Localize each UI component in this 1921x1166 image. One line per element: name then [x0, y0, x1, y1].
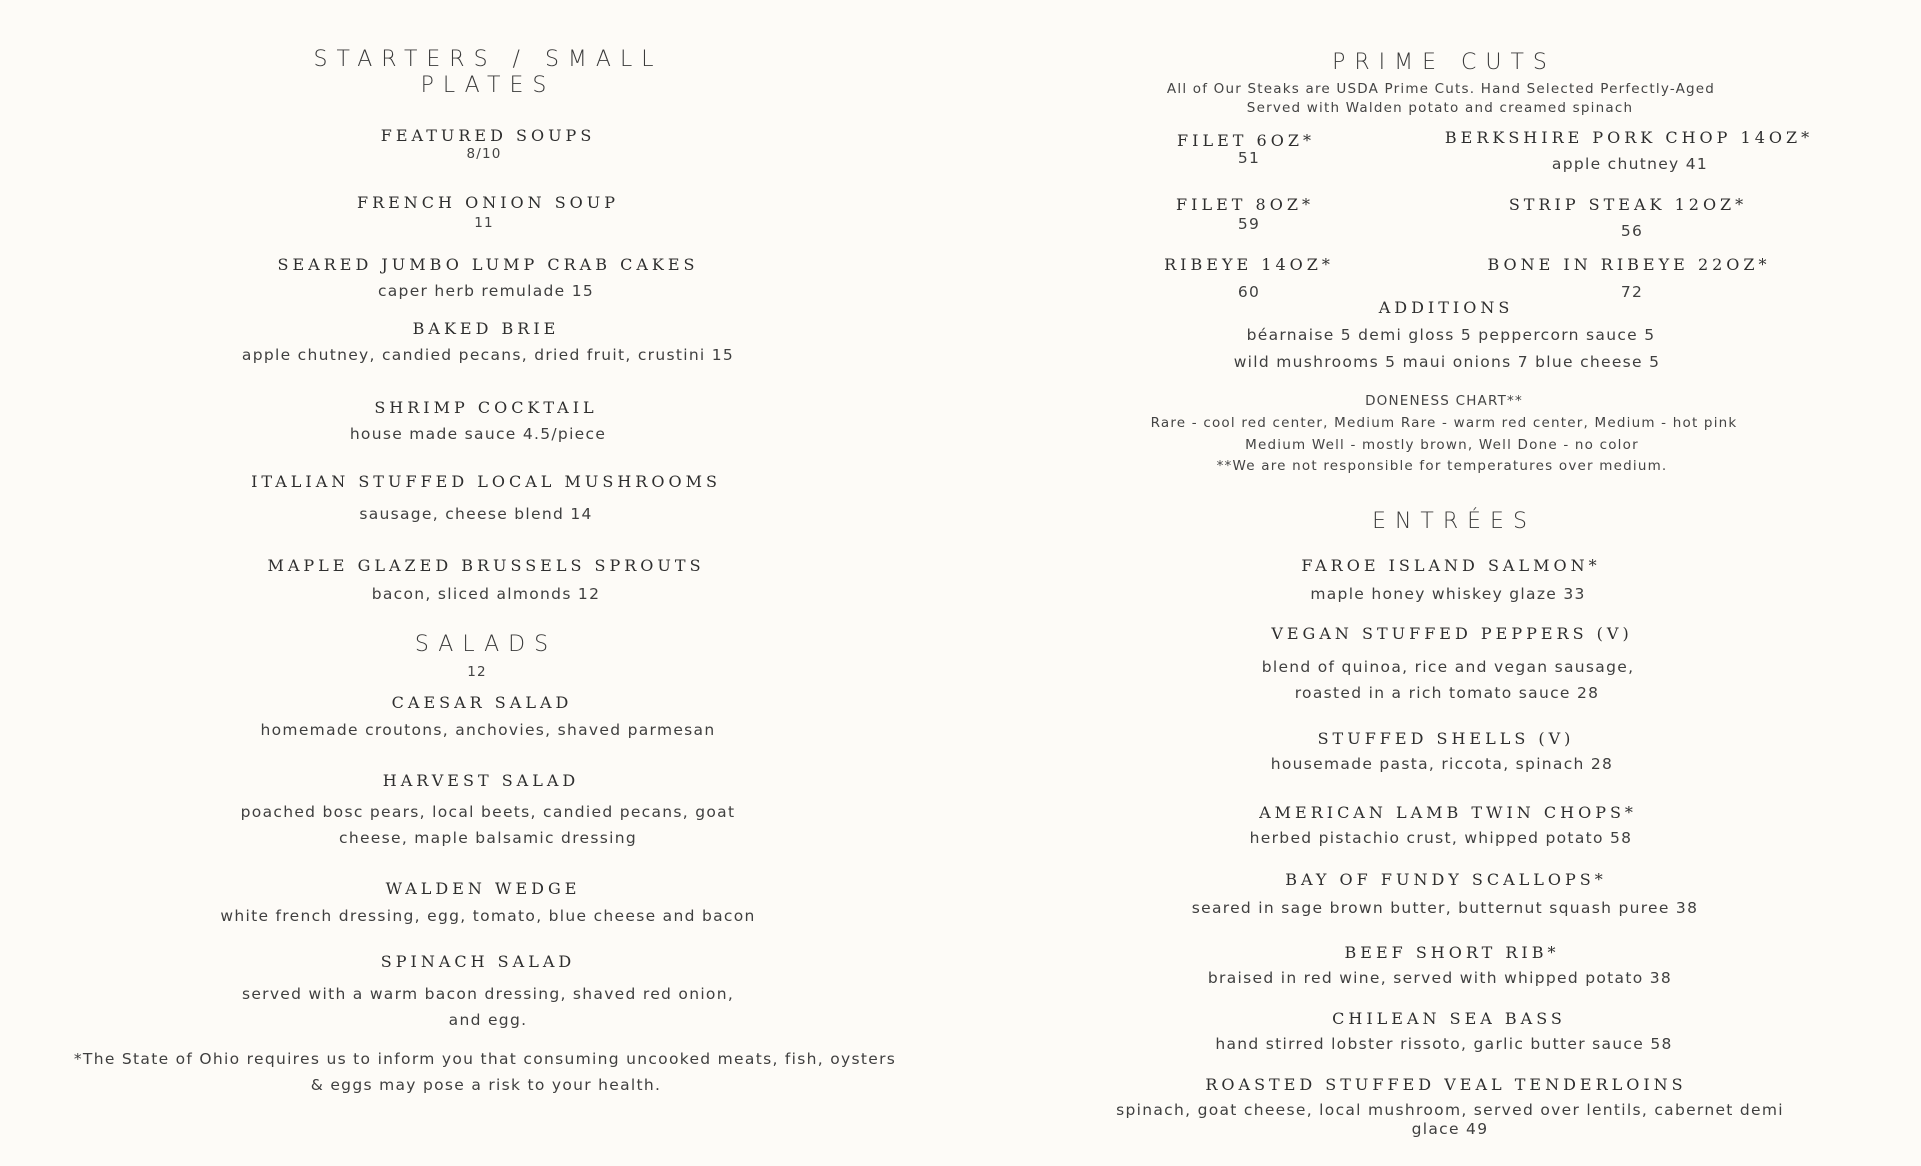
entree-salmon-desc: maple honey whiskey glaze 33	[1310, 585, 1586, 603]
prime-cuts-subtitle-2: Served with Walden potato and creamed spinach	[1246, 100, 1634, 116]
cut-pork-desc: apple chutney 41	[1551, 155, 1709, 173]
doneness-line3: **We are not responsible for temperatures over medium.	[1216, 458, 1668, 474]
doneness-line1: Rare - cool red center, Medium Rare - warm red center, Medium - hot pink	[1150, 415, 1738, 431]
cut-filet6-price: 51	[1237, 149, 1261, 167]
entree-scallops-desc: seared in sage brown butter, butternut squash puree 38	[1191, 899, 1699, 917]
cut-filet8-price: 59	[1237, 215, 1261, 233]
cut-filet8-name: FILET 8OZ*	[1176, 195, 1314, 214]
entree-sea-bass-name: CHILEAN SEA BASS	[1332, 1009, 1566, 1028]
disclaimer-line2: & eggs may pose a risk to your health.	[310, 1076, 662, 1094]
entrees-title: ENTRÉES	[1372, 509, 1536, 534]
cut-ribeye-price: 60	[1237, 283, 1261, 301]
item-crab-cakes-name: SEARED JUMBO LUMP CRAB CAKES	[277, 255, 699, 274]
cut-strip-price: 56	[1620, 222, 1644, 240]
entree-veal-desc-1: spinach, goat cheese, local mushroom, served over lentils, cabernet demi	[1116, 1101, 1784, 1119]
disclaimer-line1: *The State of Ohio requires us to inform you that consuming uncooked meats, fish, oysters	[73, 1050, 897, 1068]
entree-peppers-name: VEGAN STUFFED PEPPERS (V)	[1271, 624, 1633, 643]
entree-lamb-name: AMERICAN LAMB TWIN CHOPS*	[1259, 803, 1637, 822]
entree-lamb-desc: herbed pistachio crust, whipped potato 58	[1249, 829, 1633, 847]
item-crab-cakes-desc: caper herb remulade 15	[377, 282, 595, 300]
additions-title: ADDITIONS	[1378, 298, 1514, 317]
item-wedge-name: WALDEN WEDGE	[385, 879, 581, 898]
item-shrimp-name: SHRIMP COCKTAIL	[374, 398, 598, 417]
doneness-title: DONENESS CHART**	[1365, 393, 1523, 409]
item-french-onion-name: FRENCH ONION SOUP	[356, 193, 620, 212]
starters-title-line1: STARTERS / SMALL	[313, 47, 663, 72]
item-harvest-name: HARVEST SALAD	[382, 771, 580, 790]
item-sprouts-name: MAPLE GLAZED BRUSSELS SPROUTS	[267, 556, 705, 575]
item-spinach-name: SPINACH SALAD	[380, 952, 576, 971]
starters-title-line2: PLATES	[420, 73, 556, 98]
entree-sea-bass-desc: hand stirred lobster rissoto, garlic butter sauce 58	[1215, 1035, 1673, 1053]
item-harvest-desc-1: poached bosc pears, local beets, candied pecans, goat	[240, 803, 736, 821]
entree-veal-desc-2: glace 49	[1411, 1120, 1489, 1138]
item-mushrooms-desc: sausage, cheese blend 14	[359, 505, 593, 523]
additions-line2: wild mushrooms 5 maui onions 7 blue cheese 5	[1233, 353, 1661, 371]
cut-bone-ribeye-name: BONE IN RIBEYE 22OZ*	[1487, 255, 1771, 274]
entree-scallops-name: BAY OF FUNDY SCALLOPS*	[1285, 870, 1607, 889]
cut-ribeye-name: RIBEYE 14OZ*	[1164, 255, 1334, 274]
item-spinach-desc-1: served with a warm bacon dressing, shaved red onion,	[241, 985, 735, 1003]
entree-short-rib-desc: braised in red wine, served with whipped potato 38	[1207, 969, 1673, 987]
entree-peppers-desc-1: blend of quinoa, rice and vegan sausage,	[1261, 658, 1635, 676]
salads-title: SALADS	[414, 632, 558, 657]
salads-price: 12	[467, 664, 487, 680]
item-sprouts-desc: bacon, sliced almonds 12	[371, 585, 601, 603]
item-mushrooms-name: ITALIAN STUFFED LOCAL MUSHROOMS	[251, 472, 721, 491]
prime-cuts-subtitle-1: All of Our Steaks are USDA Prime Cuts. Hand Selected Perfectly-Aged	[1166, 81, 1716, 97]
cut-pork-name: BERKSHIRE PORK CHOP 14OZ*	[1444, 128, 1814, 147]
entree-shells-name: STUFFED SHELLS (V)	[1317, 729, 1575, 748]
entree-peppers-desc-2: roasted in a rich tomato sauce 28	[1294, 684, 1600, 702]
item-caesar-name: CAESAR SALAD	[391, 693, 573, 712]
entree-short-rib-name: BEEF SHORT RIB*	[1344, 943, 1560, 962]
item-featured-soups-price: 8/10	[466, 146, 502, 162]
entree-veal-name: ROASTED STUFFED VEAL TENDERLOINS	[1205, 1075, 1687, 1094]
item-featured-soups-name: FEATURED SOUPS	[380, 126, 596, 145]
item-baked-brie-desc: apple chutney, candied pecans, dried fruit, crustini 15	[241, 346, 735, 364]
item-shrimp-desc: house made sauce 4.5/piece	[349, 425, 607, 443]
additions-line1: béarnaise 5 demi gloss 5 peppercorn sauce 5	[1246, 326, 1656, 344]
entree-shells-desc: housemade pasta, riccota, spinach 28	[1270, 755, 1614, 773]
cut-bone-ribeye-price: 72	[1620, 283, 1644, 301]
item-spinach-desc-2: and egg.	[448, 1011, 528, 1029]
item-french-onion-price: 11	[474, 215, 494, 231]
cut-filet6-name: FILET 6OZ*	[1177, 131, 1315, 150]
item-wedge-desc: white french dressing, egg, tomato, blue cheese and bacon	[220, 907, 756, 925]
entree-salmon-name: FAROE ISLAND SALMON*	[1301, 556, 1601, 575]
item-caesar-desc: homemade croutons, anchovies, shaved parmesan	[260, 721, 716, 739]
doneness-line2: Medium Well - mostly brown, Well Done - no color	[1245, 437, 1639, 453]
item-baked-brie-name: BAKED BRIE	[412, 319, 560, 338]
item-harvest-desc-2: cheese, maple balsamic dressing	[339, 829, 637, 847]
cut-strip-name: STRIP STEAK 12OZ*	[1508, 195, 1748, 214]
prime-cuts-title: PRIME CUTS	[1332, 50, 1556, 75]
